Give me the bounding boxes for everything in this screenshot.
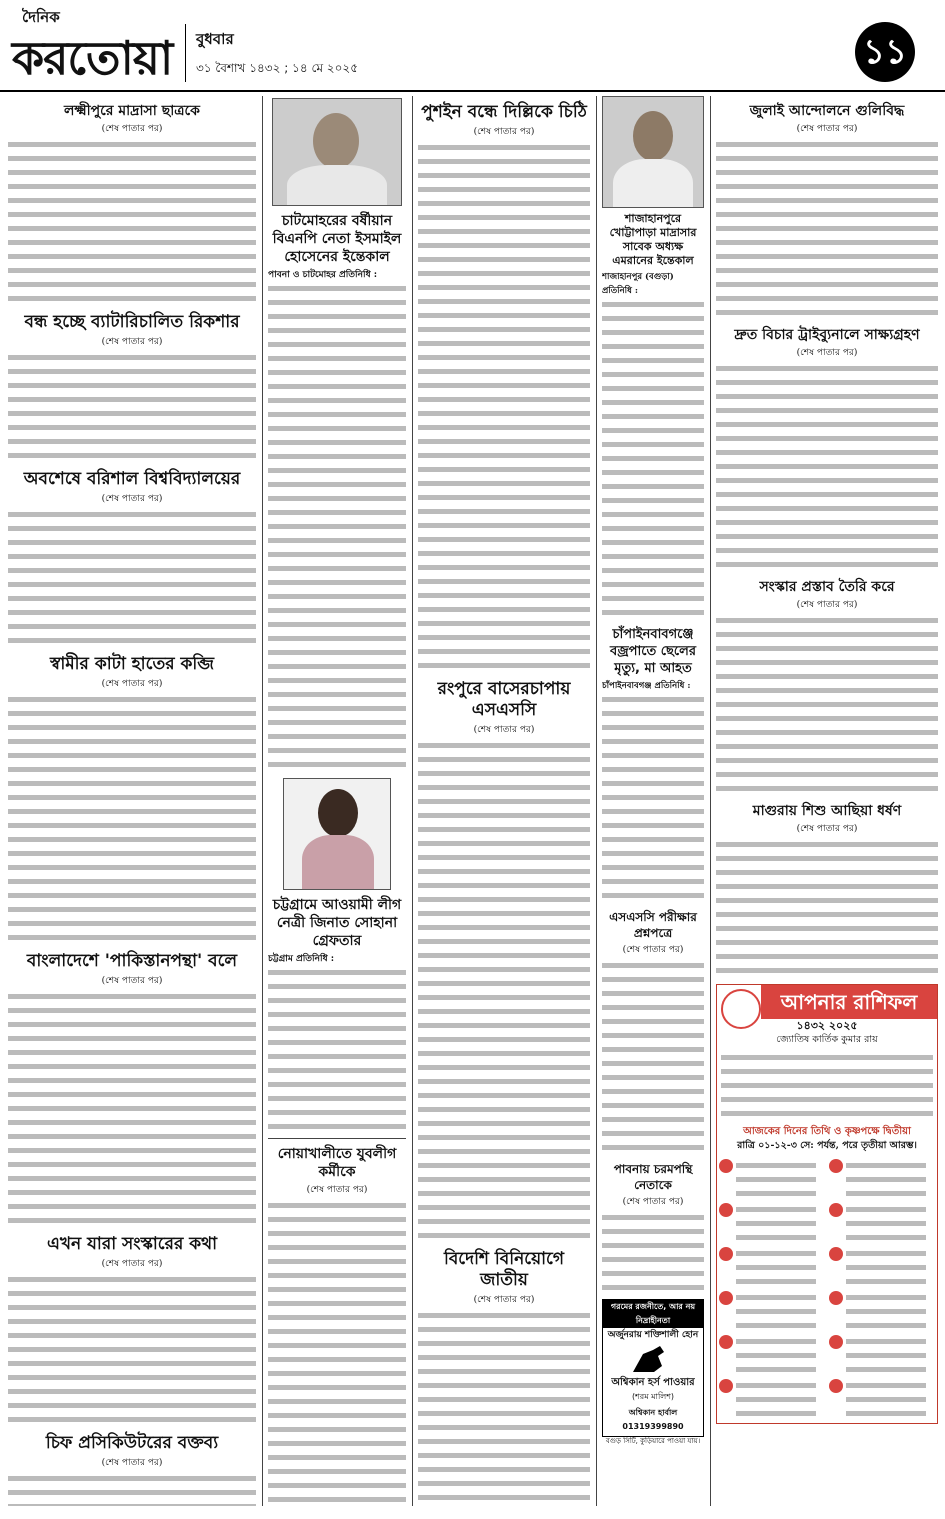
column-rule [412,96,413,1506]
article-body [602,1211,704,1295]
headline: চট্টগ্রামে আওয়ামী লীগ নেত্রী জিনাত সোহানা গ্রেফতার [272,897,402,949]
continuation-note: (শেষ পাতার পর) [796,824,858,834]
sagittarius-icon [829,1247,843,1261]
article-body [8,1273,256,1427]
newspaper-logo: করতোয়া [12,31,173,85]
page-number: ১১ [855,22,915,82]
tithi-heading: আজকের দিনের তিথি ও কৃষ্ণপক্ষে দ্বিতীয়া [743,1126,911,1137]
virgo-icon [719,1379,733,1393]
article-body [8,508,256,648]
horoscope-entry [846,1247,926,1287]
column-rule [262,96,263,1506]
ad-brand-sub: (শরম মালিশ) [631,1392,675,1401]
article-body [602,298,704,620]
continuation-note: (শেষ পাতার পর) [796,600,858,610]
continuation-note: (শেষ পাতার পর) [622,1197,684,1207]
capricorn-icon [829,1291,843,1305]
horoscope-title: আপনার রাশিফল [761,985,937,1019]
headline: রংপুরে বাসেরচাপায় এসএসসি [437,679,571,720]
byline: চট্টগ্রাম প্রতিনিধি : [268,954,335,964]
horoscope-entry [736,1203,816,1243]
horoscope-entry [846,1335,926,1375]
headline: শাজাহানপুরে খোট্টাপাড়া মাদ্রাসার সাবেক অধ্যক্ষ এমরানের ইন্তেকাল [609,212,697,267]
headline: বন্ধ হচ্ছে ব্যাটারিচালিত রিকশার [24,312,240,332]
headline: পাবনায় চরমপন্থি নেতাকে [613,1162,693,1192]
horoscope-entry [736,1379,816,1419]
continuation-note: (শেষ পাতার পর) [101,124,163,134]
continuation-note: (শেষ পাতার পর) [101,1458,163,1468]
horoscope-entry [846,1379,926,1419]
tithi-line: রাত্রি ০১-১২-৩ সে: পর্যন্ত, পরে তৃতীয়া আরম্ভ। [737,1140,917,1151]
continuation-note: (শেষ পাতার পর) [306,1185,368,1195]
continuation-note: (শেষ পাতার পর) [796,348,858,358]
issue-date: ৩১ বৈশাখ ১৪৩২ ; ১৪ মে ২০২৫ [196,61,358,75]
article-body [268,966,406,1134]
headline: নোয়াখালীতে যুবলীগ কর্মীকে [277,1146,397,1180]
column-2 [268,96,406,1506]
portrait-photo [283,778,391,890]
article-body [418,739,590,1243]
byline: শাজাহানপুর (বগুড়া) প্রতিনিধি : [602,272,674,296]
horoscope-year: ১৪৩২ ২০২৫ [796,1019,858,1032]
ad-tagline: গরমের রজনীতে, আর নয় নিদ্রাহীনতা [603,1300,703,1328]
headline: চিফ প্রসিকিউটরের বক্তব্য [45,1433,219,1453]
horoscope-entry [736,1247,816,1287]
continuation-note: (শেষ পাতার পর) [473,1295,535,1305]
article-body [716,138,938,320]
headline: স্বামীর কাটা হাতের কব্জি [49,654,215,674]
article-body [602,693,704,903]
advertisement [602,1299,704,1445]
masthead-divider [185,24,186,82]
continuation-note: (শেষ পাতার পর) [473,725,535,735]
article-body [418,1309,590,1506]
headline: পুশইন বন্ধে দিল্লিকে চিঠি [421,102,587,122]
headline: বাংলাদেশে 'পাকিস্তানপন্থা' বলে [26,951,238,971]
article-body [602,959,704,1155]
headline: বিদেশি বিনিয়োগে জাতীয় [443,1249,564,1290]
horoscope-entry [846,1291,926,1331]
portrait-photo [602,96,704,208]
article-body [8,351,256,463]
ad-footer: বগুড় সিটি, কুড়িয়ারে পাওয়া যায়। [605,1437,701,1445]
continuation-note: (শেষ পাতার পর) [101,494,163,504]
newspaper-logo-small: দৈনিক [22,8,60,26]
zodiac-wheel-icon [721,989,761,1029]
divider [268,1138,406,1139]
article-body [8,990,256,1228]
headline: এখন যারা সংস্কারের কথা [46,1234,218,1254]
continuation-note: (শেষ পাতার পর) [101,337,163,347]
aries-icon [719,1159,733,1173]
column-1 [8,96,256,1506]
column-rule [710,96,711,1506]
article-body [8,693,256,945]
byline: চাঁপাইনবাবগঞ্জ প্রতিনিধি : [602,681,691,691]
continuation-note: (শেষ পাতার পর) [101,976,163,986]
masthead [0,0,945,92]
horoscope-entry [736,1159,816,1199]
horse-logo [628,1344,678,1374]
continuation-note: (শেষ পাতার পর) [473,127,535,137]
libra-icon [829,1159,843,1173]
pisces-icon [829,1379,843,1393]
portrait-photo [272,98,402,206]
horoscope-box [716,984,938,1424]
article-body [8,1472,256,1506]
horoscope-entry [846,1203,926,1243]
headline: অবশেষে বরিশাল বিশ্ববিদ্যালয়ের [23,469,241,489]
ad-brand: অশ্বিকান হর্স পাওয়ার [611,1377,695,1388]
headline: চাঁপাইনবাবগঞ্জে বজ্রপাতে ছেলের মৃত্যু, মা আহত [610,627,696,676]
cancer-icon [719,1291,733,1305]
issue-day: বুধবার [196,30,234,48]
ad-headline: অর্জুনরায় শক্তিশালী হোন [607,1330,699,1340]
byline: পাবনা ও চাটমোহর প্রতিনিধি : [268,270,378,280]
article-body [418,141,590,673]
column-5 [716,96,938,1506]
headline: মাগুরায় শিশু আছিয়া ধর্ষণ [752,803,902,819]
leo-icon [719,1335,733,1349]
continuation-note: (শেষ পাতার পর) [796,124,858,134]
column-4 [602,96,704,1506]
horoscope-entry [736,1335,816,1375]
continuation-note: (শেষ পাতার পর) [622,945,684,955]
article-body [716,614,938,796]
headline: সংস্কার প্রস্তাব তৈরি করে [759,579,895,595]
article-body [268,1199,406,1506]
headline: লক্ষ্মীপুরে মাদ্রাসা ছাত্রকে [64,103,200,119]
headline: চাটমোহরের বর্ষীয়ান বিএনপি নেতা ইসমাইল হোসেনের ইন্তেকাল [272,213,402,265]
scorpio-icon [829,1203,843,1217]
gemini-icon [719,1247,733,1261]
horoscope-entry [736,1291,816,1331]
horoscope-entry [846,1159,926,1199]
column-3 [418,96,590,1506]
article-body [268,282,406,772]
continuation-note: (শেষ পাতার পর) [101,679,163,689]
article-body [8,138,256,306]
column-rule [596,96,597,1506]
headline: জুলাই আন্দোলনে গুলিবিদ্ধ [749,103,905,119]
ad-phone: অশ্বিকান হার্বাল 01319399890 [622,1408,684,1431]
taurus-icon [719,1203,733,1217]
headline: এসএসসি পরীক্ষার প্রশ্নপত্রে [609,910,697,940]
aquarius-icon [829,1335,843,1349]
astrologer-name: জ্যোতিষ কার্তিক কুমার রায় [776,1034,878,1045]
horoscope-intro [721,1051,933,1121]
article-body [716,362,938,572]
headline: দ্রুত বিচার ট্রাইব্যুনালে সাক্ষ্যগ্রহণ [734,327,920,343]
continuation-note: (শেষ পাতার পর) [101,1259,163,1269]
article-body [716,838,938,978]
